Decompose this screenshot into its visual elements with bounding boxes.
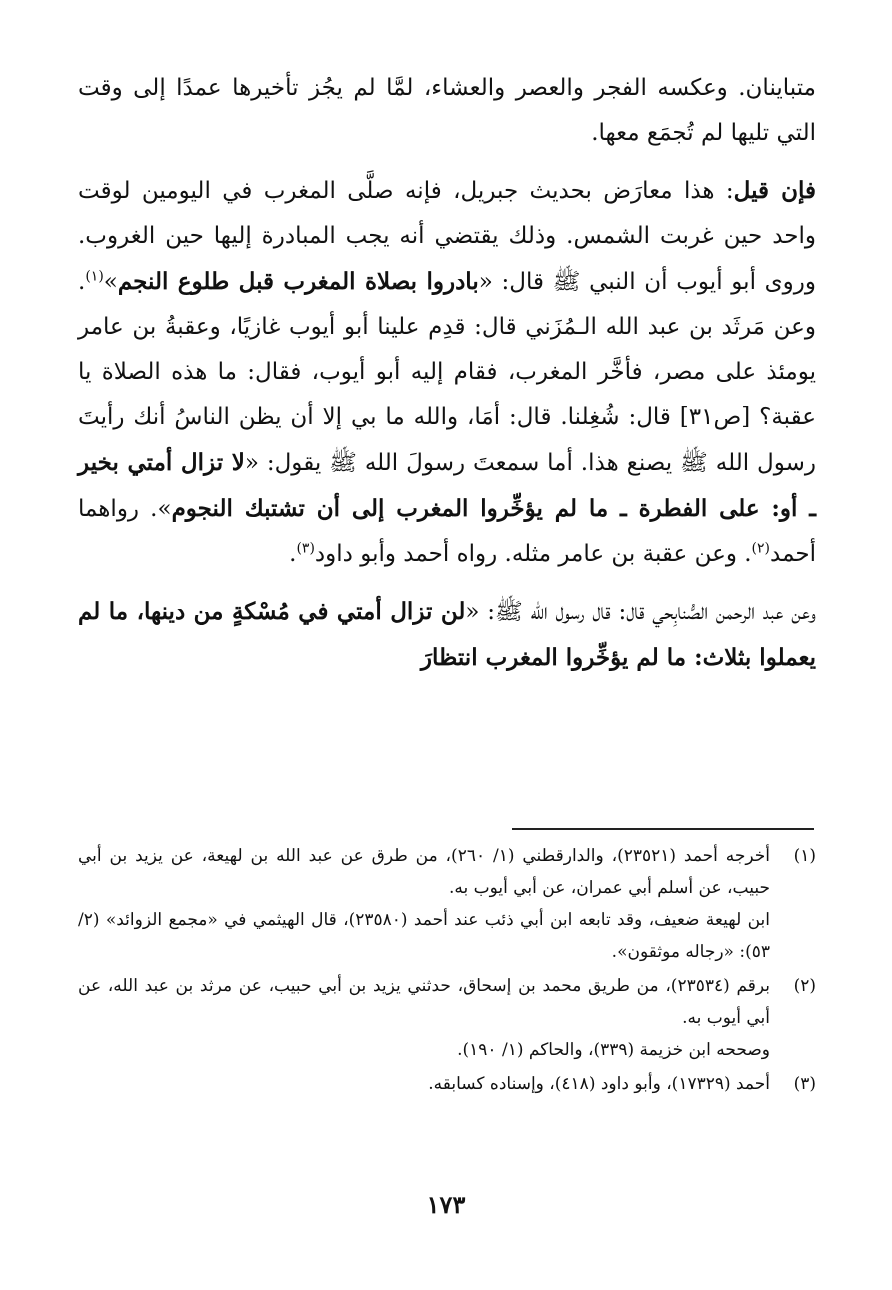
footnote-number: (٣)	[793, 1074, 816, 1094]
text-segment: وعن عبد الرحمن الصُّنابِحي قال: قال رسول الله ﷺ: «	[465, 599, 816, 625]
footnote-text	[78, 1068, 770, 1100]
footnote-line: وصححه ابن خزيمة (٣٣٩)، والحاكم (١/ ١٩٠).	[457, 1040, 770, 1060]
text-segment: : هذا معارَض بحديث جبريل، فإنه صلَّى المغرب في اليومين لوقت واحد حين غربت الشمس. وذلك يقتضي أنه يجب المبادرة إليها حين الغروب. وروى أبو أيوب أن النبي ﷺ قال: «	[78, 178, 816, 295]
paragraph	[78, 589, 816, 681]
text-segment: . وعن عقبة بن عامر مثله. رواه أحمد وأبو داود	[314, 541, 752, 567]
main-text	[78, 66, 816, 681]
footnote-marker[interactable]: (٢)	[751, 540, 771, 557]
paragraph	[78, 66, 816, 156]
emphasized-text: بادروا بصلاة المغرب قبل طلوع النجم	[117, 268, 479, 295]
text-segment: متباينان. وعكسه الفجر والعصر والعشاء، لمَّا لم يجُز تأخيرها عمدًا إلى وقت التي تليها لم تُجمَع معها.	[78, 75, 816, 146]
page-content	[78, 66, 816, 681]
footnote-marker[interactable]: (٣)	[296, 540, 315, 557]
emphasized-text: لن تزال أمتي في مُسْكةٍ من دينها، ما لم يعملوا بثلاث: ما لم يؤخِّروا المغرب انتظارَ	[78, 598, 816, 671]
footnote	[78, 1068, 816, 1100]
footnote-text	[78, 970, 770, 1066]
footnote-divider	[512, 828, 814, 830]
paragraph	[78, 168, 816, 577]
footnote-line: ابن لهيعة ضعيف، وقد تابعه ابن أبي ذئب عند أحمد (٢٣٥٨٠)، قال الهيثمي في «مجمع الزوائد» (٢/ ٥٣): «رجاله موثقون».	[78, 910, 770, 962]
footnote-marker[interactable]: (١)	[85, 268, 104, 285]
footnote	[78, 840, 816, 968]
footnote-line: برقم (٢٣٥٣٤)، من طريق محمد بن إسحاق، حدثني يزيد بن أبي حبيب، عن مرثد بن عبد الله، عن أبي أيوب به.	[78, 976, 771, 1028]
footnote	[78, 970, 816, 1066]
footnote-line: أحمد (١٧٣٢٩)، وأبو داود (٤١٨)، وإسناده كسابقه.	[428, 1074, 770, 1094]
footnote-number: (٢)	[793, 976, 816, 996]
footnotes-section	[78, 840, 816, 1102]
footnote-text	[78, 840, 770, 968]
page-number: ١٧٣	[426, 1190, 466, 1219]
footnote-line: أخرجه أحمد (٢٣٥٢١)، والدارقطني (١/ ٢٦٠)، من طرق عن عبد الله بن لهيعة، عن يزيد بن أبي حبيب، عن أسلم أبي عمران، عن أبي أيوب به.	[78, 846, 770, 898]
emphasized-text: فإن قيل	[733, 177, 816, 204]
text-segment: »	[103, 269, 118, 295]
text-segment: .	[289, 541, 297, 567]
footnote-number: (١)	[793, 846, 816, 866]
emphasized-text: لا تزال أمتي بخير ـ أو: على الفطرة ـ ما لم يؤخِّروا المغرب إلى أن تشتبك النجوم	[78, 449, 816, 522]
text-segment: . وعن مَرثَد بن عبد الله الـمُزَني قال: قدِم علينا أبو أيوب غازيًا، وعقبةُ بن عامر يومئذ على مصر، فأخَّر المغرب، فقام إليه أبو أيوب، فقال: ما هذه الصلاة يا عقبة؟ [ص٣١] قال: شُغِلنا. قال: أمَا، والله ما بي إلا أن يظن الناسُ أنك رأيتَ رسول الله ﷺ يصنع هذا. أما سمعتَ رسولَ الله ﷺ يقول: «	[78, 269, 816, 476]
text-segment: ». رواهما أحمد	[78, 496, 816, 567]
